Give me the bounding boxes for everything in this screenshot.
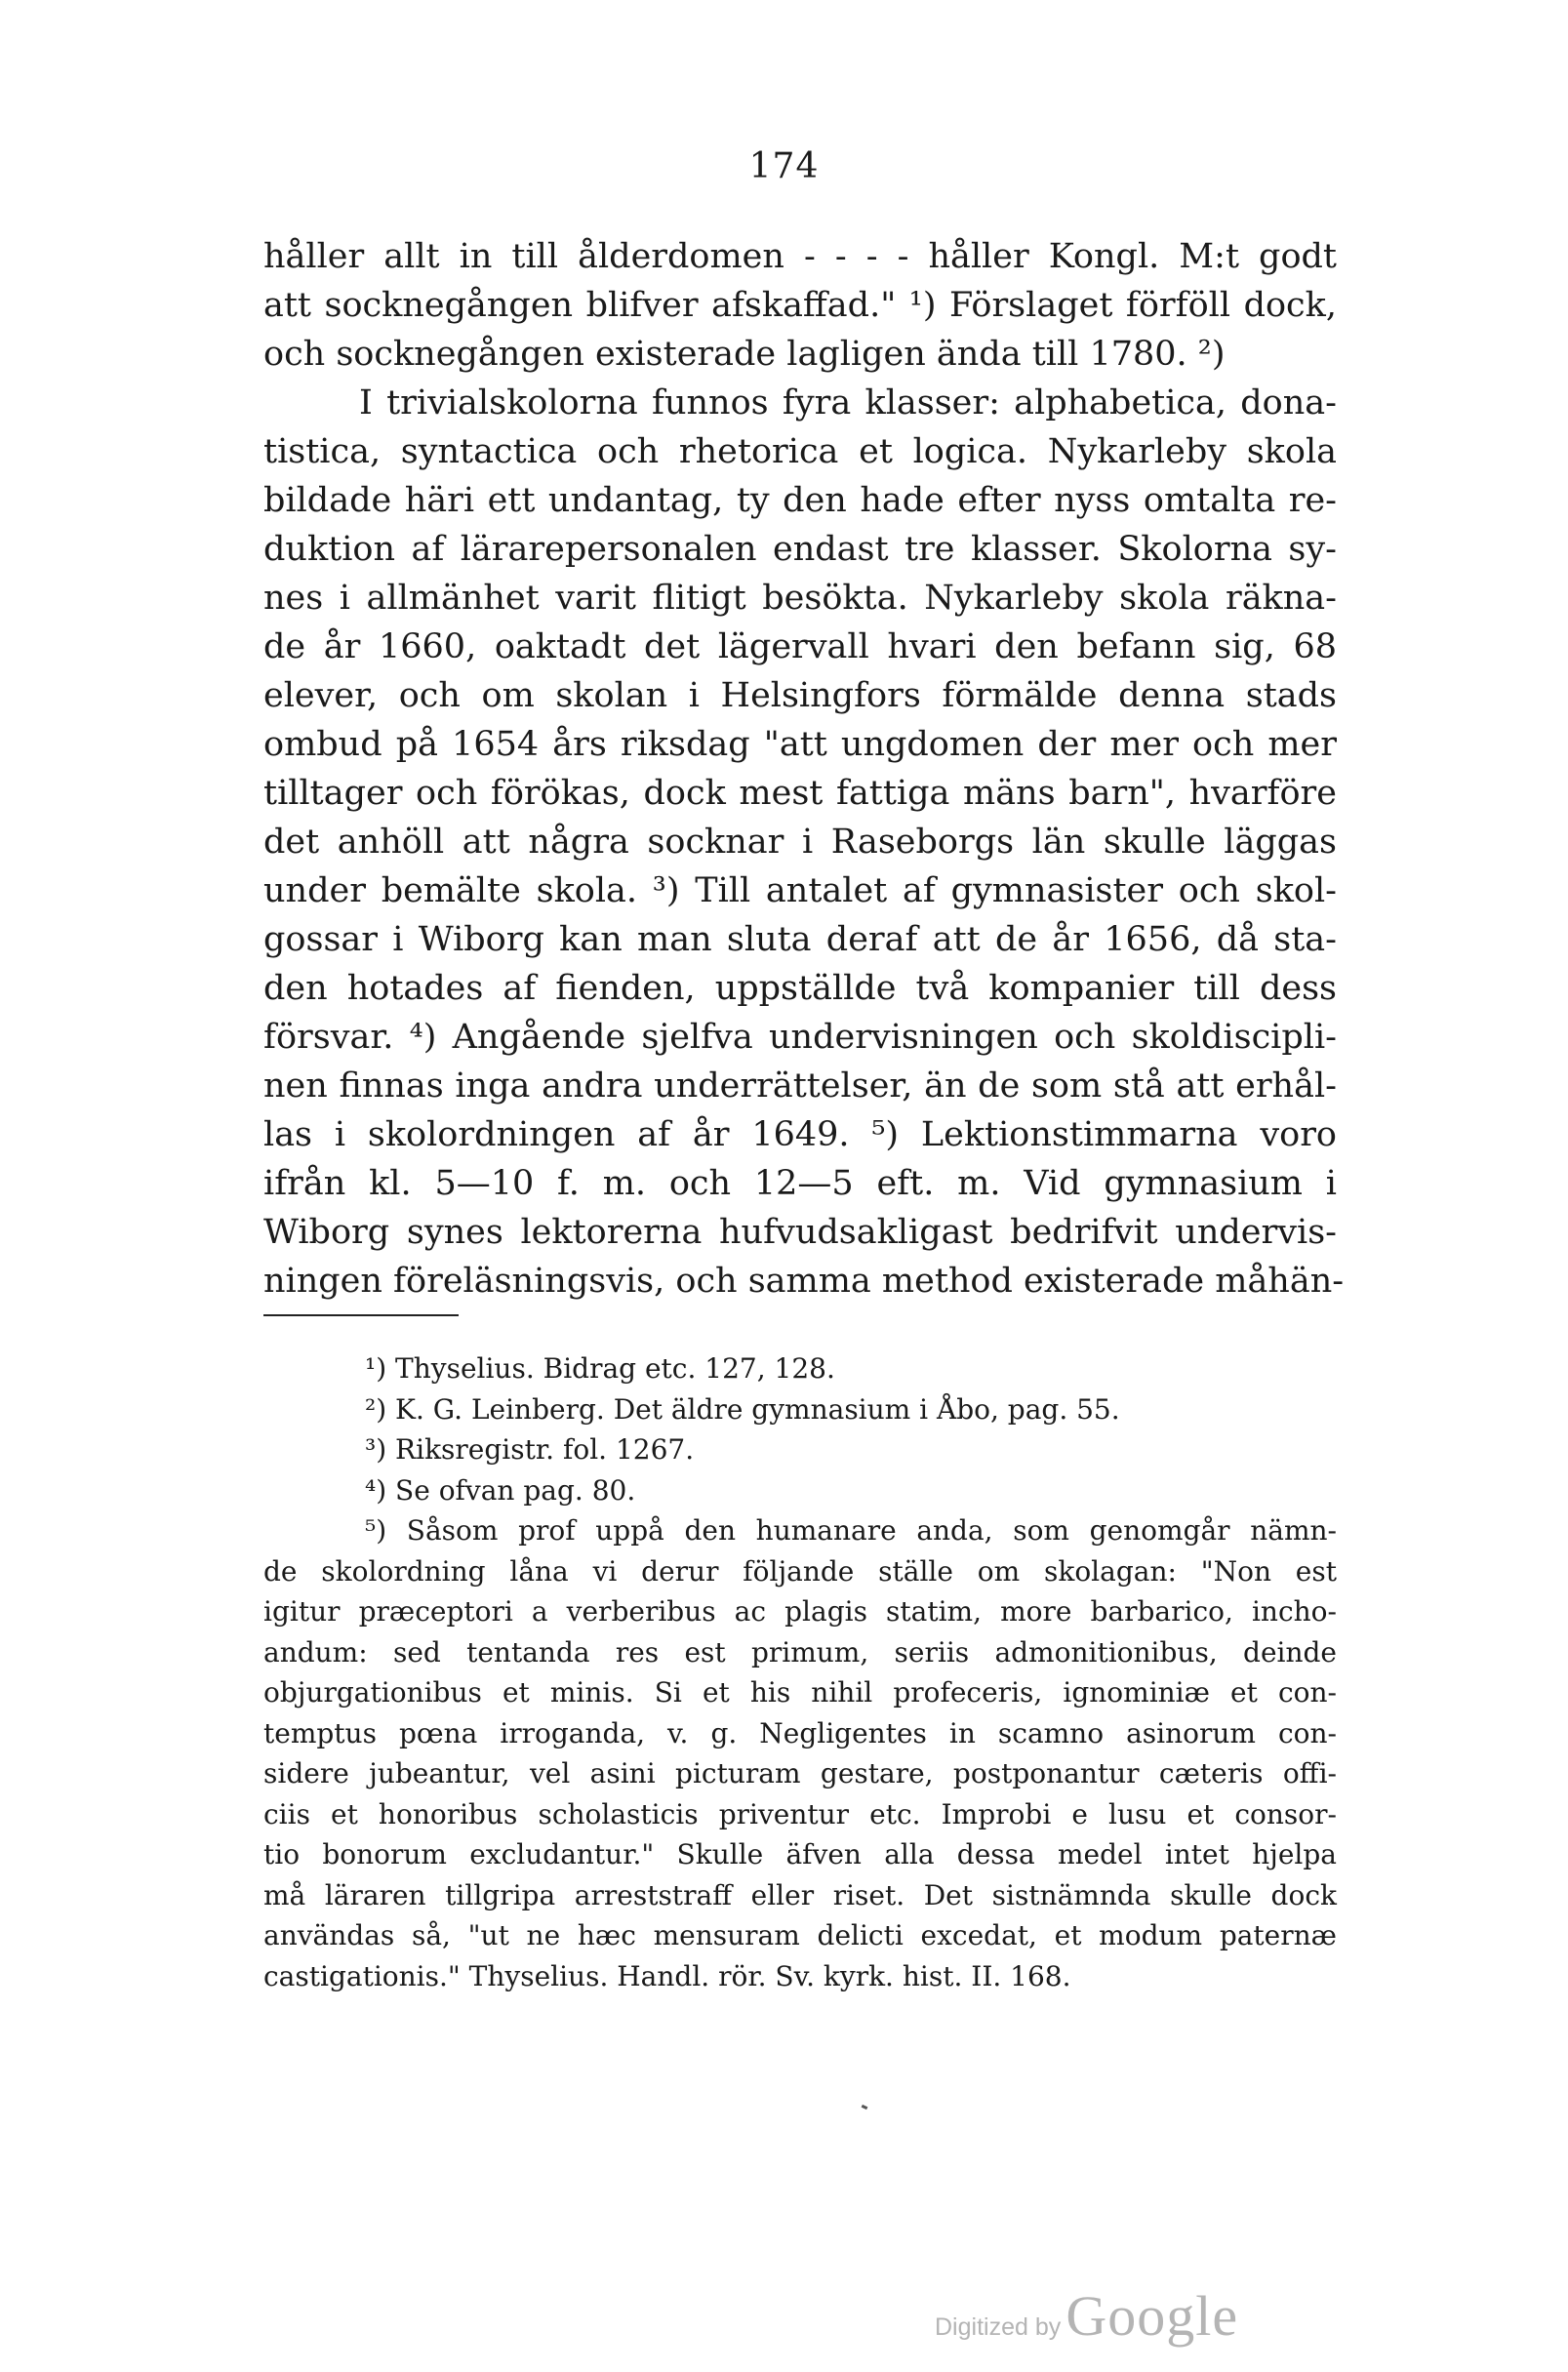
text-line: under bemälte skola. ³) Till antalet af gymnasister och skol-	[263, 871, 1337, 910]
text-line: tilltager och förökas, dock mest fattiga mäns barn", hvarföre	[263, 774, 1337, 813]
watermark-brand-logo: Google	[1065, 2284, 1239, 2348]
footnote-line: ¹) Thyselius. Bidrag etc. 127, 128.	[365, 1352, 835, 1385]
text-line: tistica, syntactica och rhetorica et logica. Nykarleby skola	[263, 432, 1337, 471]
text-line: ombud på 1654 års riksdag "att ungdomen der mer och mer	[263, 725, 1337, 764]
text-line: och socknegången existerade lagligen ända till 1780. ²)	[263, 335, 1226, 374]
text-line: nes i allmänhet varit flitigt besökta. Nykarleby skola räkna-	[263, 579, 1337, 618]
text-line: I trivialskolorna funnos fyra klasser: alphabetica, dona-	[359, 383, 1337, 422]
text-line: gossar i Wiborg kan man sluta deraf att de år 1656, då sta-	[263, 920, 1337, 959]
text-line: Wiborg synes lektorerna hufvudsakligast bedrifvit undervis-	[263, 1213, 1337, 1252]
footnote-line: ²) K. G. Leinberg. Det äldre gymnasium i Åbo, pag. 55.	[365, 1392, 1120, 1426]
text-line: elever, och om skolan i Helsingfors förmälde denna stads	[263, 676, 1337, 715]
footnote-line: objurgationibus et minis. Si et his nihil profeceris, ignominiæ et con-	[263, 1676, 1337, 1709]
text-line: las i skolordningen af år 1649. ⁵) Lektionstimmarna voro	[263, 1115, 1337, 1154]
footnote-line: ³) Riksregistr. fol. 1267.	[365, 1433, 695, 1466]
digitization-watermark	[935, 2283, 1238, 2349]
main-text-block	[263, 232, 1345, 1306]
text-line: att socknegången blifver afskaffad." ¹) Förslaget förföll dock,	[263, 286, 1337, 325]
footnote-line: användas så, "ut ne hæc mensuram delicti excedat, et modum paternæ	[263, 1919, 1337, 1951]
text-line: ningen föreläsningsvis, och samma method existerade måhän-	[263, 1262, 1345, 1301]
footnote-line: ⁴) Se ofvan pag. 80.	[365, 1473, 636, 1507]
text-line: den hotades af fienden, uppställde två kompanier till dess	[263, 969, 1337, 1008]
text-line: duktion af lärarepersonalen endast tre klasser. Skolorna sy-	[263, 530, 1337, 569]
footnote-line: igitur præceptori a verberibus ac plagis statim, more barbarico, incho-	[263, 1595, 1337, 1628]
footnote-line: temptus pœna irroganda, v. g. Negligentes in scamno asinorum con-	[263, 1716, 1337, 1749]
footnote-line: andum: sed tentanda res est primum, seriis admonitionibus, deinde	[263, 1635, 1337, 1668]
text-line: bildade häri ett undantag, ty den hade efter nyss omtalta re-	[263, 481, 1337, 520]
footnote-line: de skolordning låna vi derur följande ställe om skolagan: "Non est	[263, 1554, 1337, 1588]
text-line: nen finnas inga andra underrättelser, än de som stå att erhål-	[263, 1066, 1337, 1106]
scan-speck	[862, 2105, 868, 2110]
footnote-divider	[263, 1314, 459, 1316]
text-line: försvar. ⁴) Angående sjelfva undervisningen och skoldiscipli-	[263, 1018, 1337, 1057]
page-number: 174	[748, 146, 820, 186]
footnote-line: castigationis." Thyselius. Handl. rör. Sv. kyrk. hist. II. 168.	[263, 1959, 1071, 1992]
footnote-line: ⁵) Såsom prof uppå den humanare anda, som genomgår nämn-	[365, 1514, 1337, 1547]
text-line: ifrån kl. 5—10 f. m. och 12—5 eft. m. Vid gymnasium i	[263, 1164, 1337, 1203]
text-line: det anhöll att några socknar i Raseborgs län skulle läggas	[263, 823, 1337, 862]
footnote-line: sidere jubeantur, vel asini picturam gestare, postponantur cæteris offi-	[263, 1757, 1337, 1789]
footnotes-block	[263, 1348, 1337, 1996]
footnote-line: må läraren tillgripa arreststraff eller riset. Det sistnämnda skulle dock	[263, 1878, 1337, 1911]
text-line: håller allt in till ålderdomen - - - - håller Kongl. M:t godt	[263, 237, 1337, 276]
watermark-prefix: Digitized by	[935, 2313, 1062, 2341]
text-line: de år 1660, oaktadt det lägervall hvari den befann sig, 68	[263, 627, 1337, 666]
footnote-line: tio bonorum excludantur." Skulle äfven alla dessa medel intet hjelpa	[263, 1838, 1337, 1870]
footnote-line: ciis et honoribus scholasticis priventur etc. Improbi e lusu et consor-	[263, 1797, 1337, 1830]
